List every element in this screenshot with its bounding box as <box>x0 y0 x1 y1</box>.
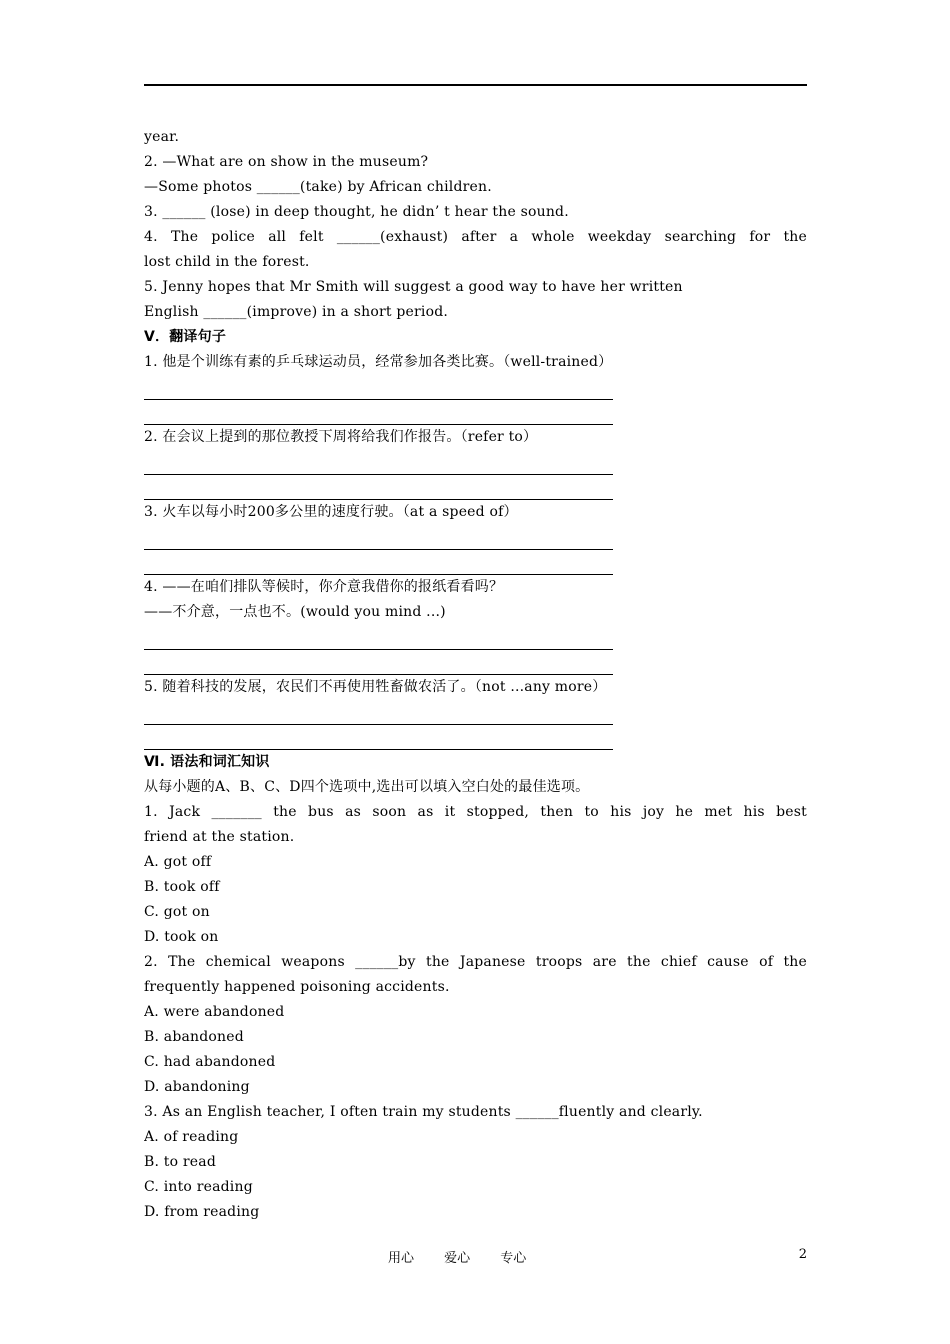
mcq-1-option-d: D. took on <box>144 929 219 945</box>
answer-line <box>144 725 807 750</box>
header-rule <box>144 84 807 86</box>
page-number: 2 <box>798 1247 807 1262</box>
mcq-2-option-d: D. abandoning <box>144 1079 250 1095</box>
mcq-2-option-a: A. were abandoned <box>144 1004 285 1020</box>
mcq-1-option-c: C. got on <box>144 904 210 920</box>
mcq-2-option-b: B. abandoned <box>144 1029 244 1045</box>
mcq-2-option-c: C. had abandoned <box>144 1054 276 1070</box>
section-6-heading: Ⅵ. 语法和词汇知识 <box>144 754 270 770</box>
answer-line <box>144 525 807 550</box>
answer-line <box>144 550 807 575</box>
mcq-3-option-a: A. of reading <box>144 1129 239 1145</box>
mcq-1-stem: 1. Jack _______ the bus as soon as it stopped, then to his joy he met his best <box>144 804 807 820</box>
translation-item-3: 3. 火车以每小时200多公里的速度行驶。（at a speed of） <box>144 504 518 520</box>
mcq-3-option-d: D. from reading <box>144 1204 260 1220</box>
question-5-cont: English ______(improve) in a short period. <box>144 304 449 320</box>
answer-line <box>144 450 807 475</box>
page-footer <box>0 1247 950 1269</box>
answer-line <box>144 475 807 500</box>
question-4: 4. The police all felt ______(exhaust) after a whole weekday searching for the <box>144 229 807 245</box>
mcq-1-option-a: A. got off <box>144 854 212 870</box>
translation-item-5: 5. 随着科技的发展，农民们不再使用牲畜做农活了。（not ...any more） <box>144 679 607 695</box>
question-4-cont: lost child in the forest. <box>144 254 310 270</box>
footer-motto: 用心 爱心 专心 <box>388 1251 527 1266</box>
translation-item-1: 1. 他是个训练有素的乒乓球运动员，经常参加各类比赛。（well-trained） <box>144 354 613 370</box>
section-5-heading: Ⅴ．翻译句子 <box>144 329 227 345</box>
mcq-3-option-b: B. to read <box>144 1154 216 1170</box>
question-2: 2. —What are on show in the museum? <box>144 154 429 170</box>
question-2-answer: —Some photos ______(take) by African children. <box>144 179 492 195</box>
mcq-2-stem-cont: frequently happened poisoning accidents. <box>144 979 450 995</box>
translation-item-4: 4. ——在咱们排队等候时，你介意我借你的报纸看看吗？ <box>144 579 504 595</box>
mcq-1-stem-cont: friend at the station. <box>144 829 295 845</box>
mcq-1-option-b: B. took off <box>144 879 220 895</box>
mcq-3-option-c: C. into reading <box>144 1179 253 1195</box>
text-line: year. <box>144 129 180 145</box>
page-content <box>144 125 807 1225</box>
answer-line <box>144 650 807 675</box>
answer-line <box>144 375 807 400</box>
translation-item-2: 2. 在会议上提到的那位教授下周将给我们作报告。（refer to） <box>144 429 538 445</box>
answer-line <box>144 700 807 725</box>
mcq-3-stem: 3. As an English teacher, I often train my students ______fluently and clearly. <box>144 1104 703 1120</box>
section-6-instruction: 从每小题的A、B、C、D四个选项中,选出可以填入空白处的最佳选项。 <box>144 779 590 795</box>
answer-line <box>144 400 807 425</box>
question-5: 5. Jenny hopes that Mr Smith will suggest a good way to have her written <box>144 279 683 295</box>
answer-line <box>144 625 807 650</box>
translation-item-4-cont: ——不介意，一点也不。(would you mind ...) <box>144 604 446 620</box>
mcq-2-stem: 2. The chemical weapons ______by the Japanese troops are the chief cause of the <box>144 954 807 970</box>
question-3: 3. ______ (lose) in deep thought, he didn’ t hear the sound. <box>144 204 569 220</box>
